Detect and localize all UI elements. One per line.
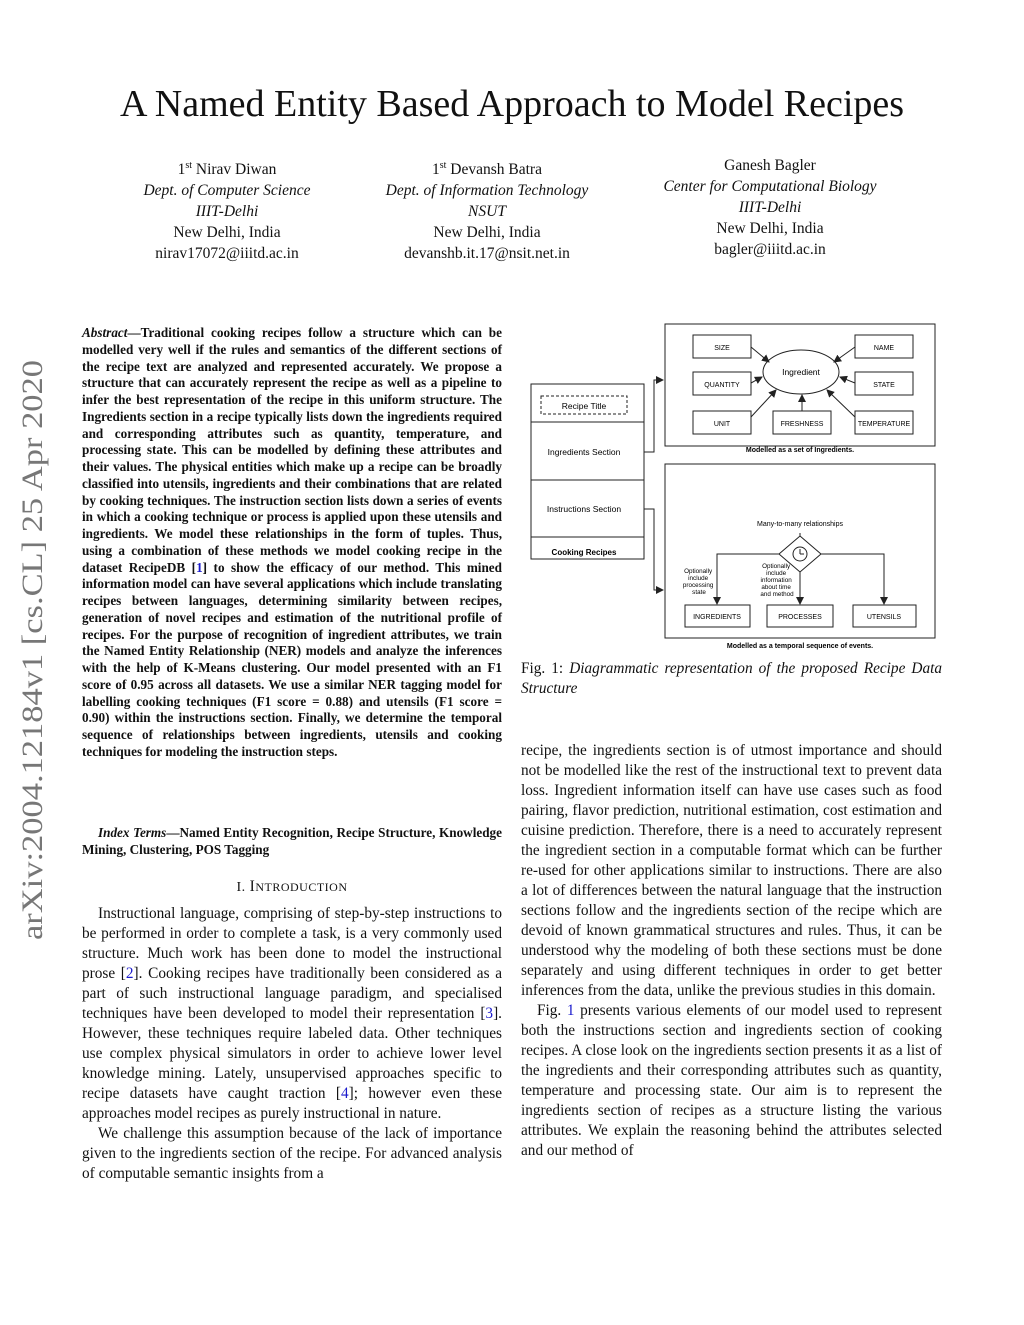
abstract-text: Traditional cooking recipes follow a structure which can be modelled very well if the rules and semantics of the different sections of the recipe text are analyzed and represented accurately. We propose a structure that can accurately represent the recipe as well as a pipeline to infer the best representation of the recipe in this uniform structure. The Ingredients section in a recipe typically lists down the ingredients required and corresponding attributes such as quantity, temperature, and processing state. This can be modelled by defining these attributes and their values. The physical entities which make up a recipe can be broadly classified into utensils, ingredients and their combinations that are related by cooking techniques. The instruction section lists down a series of events in which a cooking technique or process is applied upon these utensils and ingredients. We model these relationships in the form of tuples. Thus, using a combination of these methods we model cooking recipe in the dataset RecipeDB [	[82, 325, 502, 575]
attr-temperature: TEMPERATURE	[857, 421, 911, 428]
connector-arrow	[644, 509, 663, 590]
author-email: bagler@iiitd.ac.in	[714, 241, 826, 258]
paragraph	[82, 904, 502, 1124]
many-to-many-label: Many-to-many relationships	[757, 521, 843, 528]
author-sup: st	[439, 160, 447, 171]
figure-1	[521, 322, 942, 652]
citation-link[interactable]: 3	[485, 1005, 494, 1022]
abstract-text-2: ] to show the efficacy of our method. This mined information model can have several applications which include translating recipes between languages, determining similarity between recipes, generation of novel recipes and estimation of the nutritional profile of recipes. For the purpose of recognition of ingredient attributes, we train the Named Entity Relationship (NER) models and analyze the inferences with the help of K-Means clustering. Our model presented with an F1 score of 0.95 across all datasets. We use a similar NER tagging model for labelling cooking techniques (F1 score = 0.88) and utensils (F1 score = 0.90) within the instructions section. Finally, we determine the temporal sequence of relationships between ingredients, utensils and cooking techniques for modeling the instruction steps.	[82, 559, 502, 759]
author-name: Devansh Batra	[450, 161, 542, 179]
author-city: New Delhi, India	[173, 224, 281, 242]
author-inst: NSUT	[468, 203, 506, 221]
ingredients-section-label: Ingredients Section	[547, 447, 621, 457]
caption-label: Fig. 1:	[521, 660, 570, 677]
author-dept: Center for Computational Biology	[663, 178, 877, 195]
author-email: devanshb.it.17@nsit.net.in	[404, 245, 570, 263]
text-run: Fig.	[537, 1002, 567, 1019]
recipe-title-label: Recipe Title	[561, 401, 607, 411]
set-caption: Modelled as a set of Ingredients.	[745, 447, 855, 454]
connector-arrow	[644, 380, 663, 452]
abstract	[82, 325, 502, 761]
section-rest: NTRODUCTION	[255, 880, 348, 894]
citation-link[interactable]: 1	[196, 559, 203, 575]
text-run: Instructional language, comprising of step-by-step instructions to be performed in order to complete a task, is a very commonly used structure. Much work has been done to model the instructional prose [	[82, 905, 502, 982]
attr-quantity: QUANTITY	[704, 382, 740, 389]
author-city: New Delhi, India	[433, 224, 541, 242]
text-run: ]. Cooking recipes have traditionally been considered as a part of such instructional language paradigm, and specialised techniques have been developed to model their representation [	[82, 965, 502, 1022]
attr-freshness: FRESHNESS	[780, 421, 824, 428]
attr-size: SIZE	[714, 345, 730, 352]
text-run: ]; however even these approaches model recipes as purely instructional in nature.	[82, 1085, 502, 1122]
author-sup: st	[185, 160, 193, 171]
paper-title: A Named Entity Based Approach to Model Recipes	[119, 83, 905, 125]
citation-link[interactable]: 4	[340, 1085, 349, 1102]
text-run: ]. However, these techniques require labeled data. Other techniques use complex physical simulators in order to achieve lower level knowledge mining. Lately, unsupervised approaches specific to recipe datasets have caught traction [	[82, 1005, 502, 1102]
author-email: nirav17072@iiitd.ac.in	[155, 245, 299, 263]
entity-ingredients: INGREDIENTS	[693, 614, 741, 621]
attr-unit: UNIT	[713, 421, 731, 428]
author-dept: Dept. of Computer Science	[143, 182, 311, 200]
arxiv-stamp	[10, 355, 50, 945]
section-numeral: I.	[236, 880, 250, 895]
author-1	[97, 155, 357, 264]
abstract-lead: Abstract	[82, 325, 128, 340]
optional-note-left: Optionally include processing state	[682, 568, 714, 596]
author-3	[640, 155, 900, 260]
author-inst: IIIT-Delhi	[738, 199, 802, 216]
paragraph: We challenge this assumption because of the lack of importance given to the ingredients section of the recipe. For advanced analysis of computable semantic insights from a	[82, 1125, 502, 1182]
arxiv-id: arXiv:2004.12184v1 [cs.CL] 25 Apr 2020	[16, 435, 49, 940]
author-name: Ganesh Bagler	[724, 157, 816, 174]
author-name: Nirav Diwan	[195, 161, 277, 179]
author-city: New Delhi, India	[716, 220, 824, 237]
figure-link[interactable]: 1	[566, 1002, 575, 1019]
figure-caption	[521, 659, 942, 699]
abstract-dash: —	[127, 325, 141, 340]
cooking-recipes-label: Cooking Recipes	[551, 548, 617, 557]
index-terms-lead: Index Terms	[98, 825, 167, 840]
temporal-caption: Modelled as a temporal sequence of events.	[726, 643, 874, 650]
intro-text	[82, 904, 502, 1184]
index-terms-dash: —	[166, 825, 180, 840]
section-first-letter: I	[249, 878, 256, 895]
attr-state: STATE	[873, 382, 895, 389]
author-prefix: 1	[432, 161, 440, 179]
attr-name: NAME	[873, 345, 895, 352]
paragraph	[521, 1001, 942, 1161]
index-terms	[82, 825, 502, 859]
section-heading	[82, 878, 502, 896]
index-terms-text: Named Entity Recognition, Recipe Structure, Knowledge Mining, Clustering, POS Tagging	[82, 825, 502, 857]
entity-utensils: UTENSILS	[866, 614, 902, 621]
author-dept: Dept. of Information Technology	[385, 182, 589, 200]
text-run: presents various elements of our model used to represent both the instructions section and ingredients section of cooking recipes. A close look on the ingredients section presents it as a list of the ingredients and their corresponding attributes such as quantity, temperature and processing state. Our aim is to represent the ingredients section of recipes as a structure listing the various attributes. We explain the reasoning behind the attributes selected and our method of	[521, 1002, 942, 1159]
right-column-text	[521, 741, 942, 1161]
author-prefix: 1	[177, 161, 186, 179]
citation-link[interactable]: 2	[125, 965, 134, 982]
author-inst: IIIT-Delhi	[195, 203, 259, 221]
paragraph: recipe, the ingredients section is of utmost importance and should not be modelled like the rest of the instructional text to prevent data loss. Ingredient information itself can have use cases such as food pairing, flavor prediction, nutritional estimation, cost estimation and cuisine prediction. Therefore, there is a need to accurately represent the ingredient section in a computable format which can be further re-used for other applications similar to instructions. There are also a lot of differences between the natural language that the instruction sections follow and the ingredients section of the recipe which are devoid of known grammatical structures and rules. Thus, it can be understood why the modeling of both these sections must be done separately and using different techniques in order to get better inferences from the data, unlike the previous studies in this domain.	[521, 742, 942, 999]
author-2	[357, 155, 617, 264]
caption-text: Diagrammatic representation of the proposed Recipe Data Structure	[521, 660, 942, 697]
entity-processes: PROCESSES	[778, 614, 822, 621]
optional-note-middle: Optionally include information about time and method	[760, 563, 794, 598]
instructions-section-label: Instructions Section	[546, 504, 622, 514]
ingredient-node-label: Ingredient	[782, 367, 820, 377]
